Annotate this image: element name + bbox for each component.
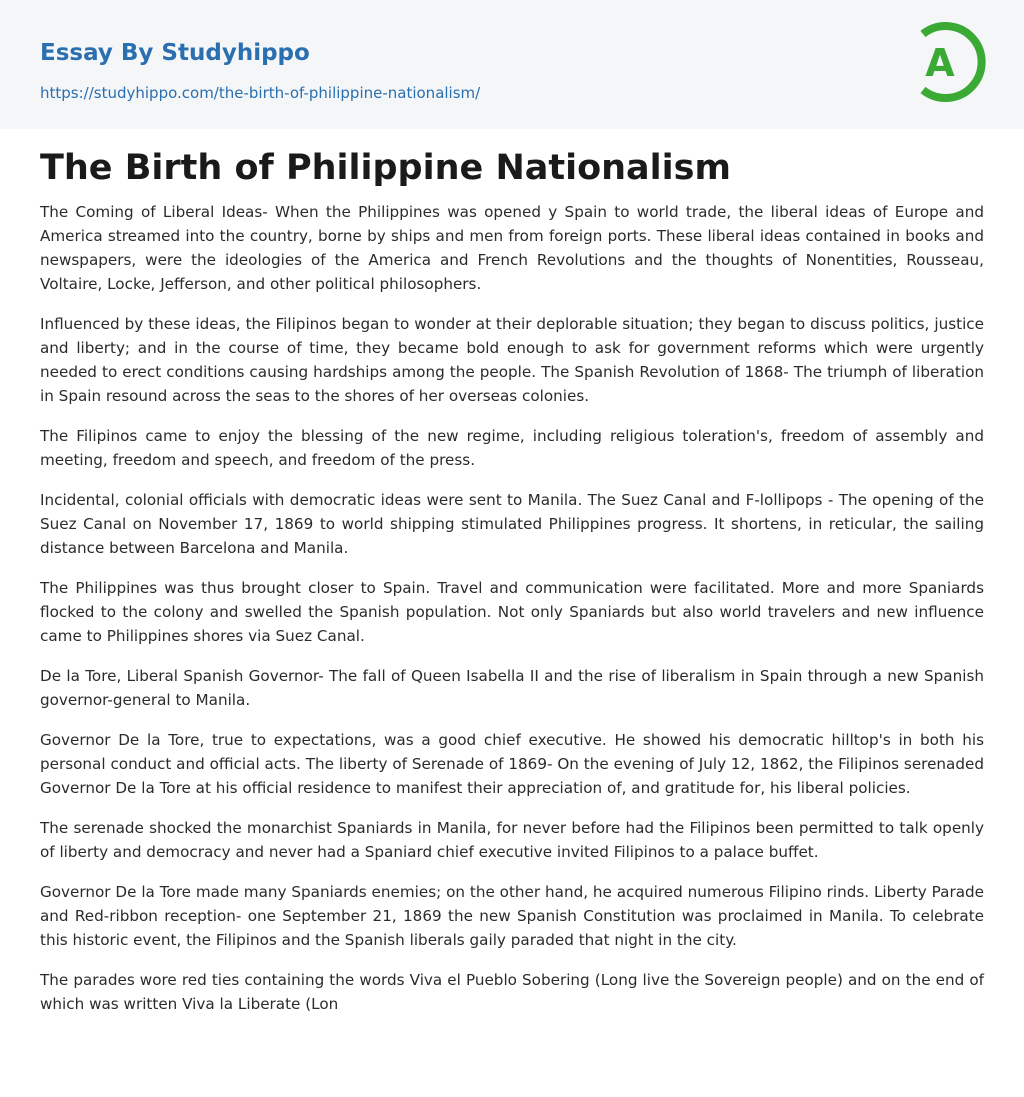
essay-paragraph: The Coming of Liberal Ideas- When the Philippines was opened y Spain to world trade, the liberal ideas of Europe and America streamed into the country, borne by ships and men from foreign ports. These liberal ideas contained in books and newspapers, were the ideologies of the America and French Revolutions and the thoughts of Nonentities, Rousseau, Voltaire, Locke, Jefferson, and other political philosophers. [40, 203, 984, 293]
logo-letter: A [925, 41, 955, 85]
source-url-link[interactable]: https://studyhippo.com/the-birth-of-philippine-nationalism/ [40, 84, 481, 102]
essay-paragraph: Governor De la Tore made many Spaniards enemies; on the other hand, he acquired numerous Filipino rinds. Liberty Parade and Red-ribbon reception- one September 21, 1869 the new Spanish Constitution was proclaimed in Manila. To celebrate this historic event, the Filipinos and the Spanish liberals gaily paraded that night in the city. [40, 883, 984, 949]
page-title: The Birth of Philippine Nationalism [40, 148, 731, 188]
studyhippo-a-logo-icon[interactable] [911, 18, 987, 106]
essay-paragraph: The serenade shocked the monarchist Spaniards in Manila, for never before had the Filipinos been permitted to talk openly of liberty and democracy and never had a Spaniard chief executive invited Filipinos to a palace buffet. [40, 819, 984, 861]
essay-paragraph: The parades wore red ties containing the words Viva el Pueblo Sobering (Long live the Sovereign people) and on the end of which was written Viva la Liberate (Lon [40, 971, 984, 1013]
essay-paragraph: De la Tore, Liberal Spanish Governor- The fall of Queen Isabella II and the rise of liberalism in Spain through a new Spanish governor-general to Manila. [40, 667, 984, 709]
essay-paragraph: Influenced by these ideas, the Filipinos began to wonder at their deplorable situation; they began to discuss politics, justice and liberty; and in the course of time, they became bold enough to ask for government reforms which were urgently needed to erect conditions causing hardships among the people. The Spanish Revolution of 1868- The triumph of liberation in Spain resound across the seas to the shores of her overseas colonies. [40, 315, 984, 405]
essay-paragraph: The Philippines was thus brought closer to Spain. Travel and communication were facilitated. More and more Spaniards flocked to the colony and swelled the Spanish population. Not only Spaniards but also world travelers and new influence came to Philippines shores via Suez Canal. [40, 579, 984, 645]
essay-body [40, 200, 984, 1032]
site-header [0, 0, 1024, 129]
essay-paragraph: Incidental, colonial officials with democratic ideas were sent to Manila. The Suez Canal and F-lollipops - The opening of the Suez Canal on November 17, 1869 to world shipping stimulated Philippines progress. It shortens, in reticular, the sailing distance between Barcelona and Manila. [40, 491, 984, 557]
brand-title[interactable]: Essay By Studyhippo [40, 40, 310, 66]
essay-paragraph: Governor De la Tore, true to expectations, was a good chief executive. He showed his democratic hilltop's in both his personal conduct and official acts. The liberty of Serenade of 1869- On the evening of July 12, 1862, the Filipinos serenaded Governor De la Tore at his official residence to manifest their appreciation of, and gratitude for, his liberal policies. [40, 731, 984, 797]
essay-paragraph: The Filipinos came to enjoy the blessing of the new regime, including religious toleration's, freedom of assembly and meeting, freedom and speech, and freedom of the press. [40, 427, 984, 469]
